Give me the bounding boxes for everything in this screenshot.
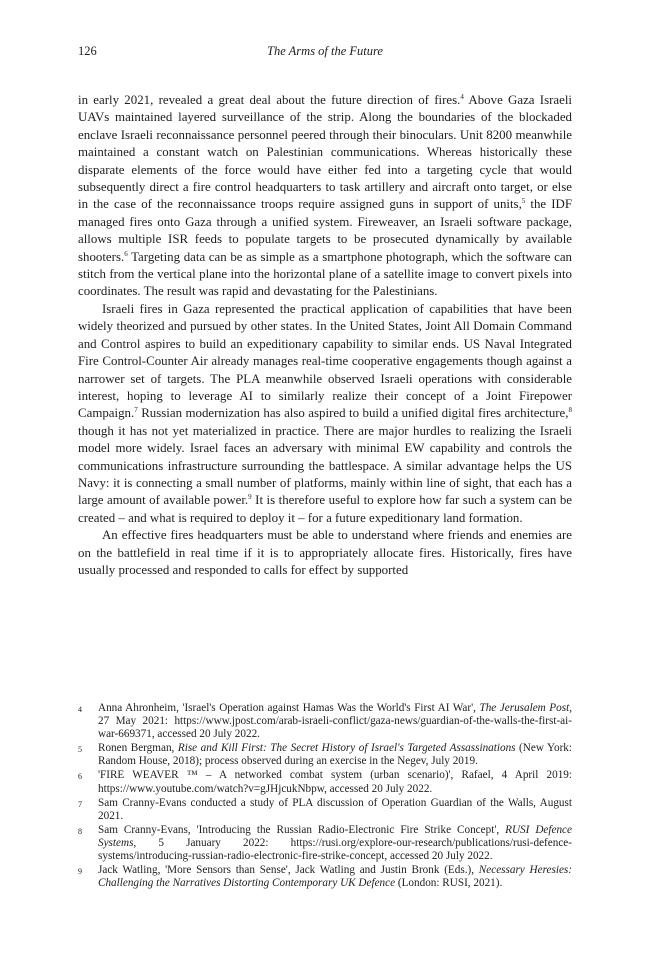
footnote-text (98, 864, 572, 890)
footnote (78, 742, 572, 768)
footnote-text (98, 797, 572, 823)
italic-title: The Jerusalem Post (479, 702, 570, 714)
footnote-text (98, 742, 572, 768)
footnote-number: 9 (78, 867, 82, 877)
footnote-text (98, 824, 572, 863)
footnote-number: 5 (78, 745, 82, 755)
text-run: , 27 May 2021: https://www.jpost.com/arab-israeli-conflict/gaza-news/guardian-of-the-walls-the-first-ai-war-669371, accessed 20 July 2022. (98, 702, 572, 741)
paragraph (78, 301, 572, 527)
text-run: It is therefore useful to explore how far such a system can be created – and what is required to deploy it – for a future expeditionary land formation. (78, 493, 572, 525)
italic-title: Necessary Heresies: Challenging the Narratives Distorting Contemporary UK Defence (98, 864, 572, 890)
text-run: Targeting data can be as simple as a smartphone photograph, which the software can stitch from the vertical plane into the horizontal plane of a satellite image to convert pixels into coordinates. The result was rapid and devastating for the Palestinians. (78, 249, 572, 299)
footnote (78, 824, 572, 863)
text-run: Jack Watling, 'More Sensors than Sense', Jack Watling and Justin Bronk (Eds.), (98, 864, 479, 877)
page-number: 126 (78, 44, 97, 58)
running-title: The Arms of the Future (267, 44, 383, 58)
text-run: Above Gaza Israeli UAVs maintained layered surveillance of the strip. Along the boundaries of the blockaded enclave Israeli reconnaissance personnel peered through their binoculars. Unit 8200 meanwhile maintained a constant watch on Palestinian communications. Whereas historically these disparate elements of the force would have either fed into a targeting cycle that would subsequently direct a fire control headquarters to task artillery and aircraft onto target, or else in the case of the reconnaissance troops require assigned guns in support of units, (78, 93, 572, 212)
italic-title: Rise and Kill First: The Secret History of Israel's Targeted Assassinations (177, 742, 516, 755)
text-run: An effective fires headquarters must be able to understand where friends and enemies are on the battlefield in real time if it is to appropriately allocate fires. Historically, fires have usually processed and responded to calls for effect by supported (78, 528, 572, 577)
text-run: Anna Ahronheim, 'Israel's Operation against Hamas Was the World's First AI War', (98, 702, 480, 714)
text-run: , 5 January 2022: https://rusi.org/explore-our-research/publications/rusi-defence-systems/introducing-russian-radio-electronic-fire-strike-concept, accessed 20 July 2022. (98, 836, 572, 863)
text-run: (New York: Random House, 2018); process observed during an exercise in the Negev, July 2019. (98, 742, 572, 768)
footnote (78, 702, 572, 741)
footnote-reference: 8 (568, 406, 572, 415)
text-run: Sam Cranny-Evans conducted a study of PLA discussion of Operation Guardian of the Walls, August 2021. (98, 796, 572, 822)
text-run: Ronen Bergman, (98, 742, 178, 755)
text-run: 'FIRE WEAVER ™ – A networked combat system (urban scenario)', Rafael, 4 April 2019: https://www.youtube.com/watch?v=gJHjcukNbpw, accessed 20 July 2022. (98, 769, 572, 795)
text-run: in early 2021, revealed a great deal about the future direction of fires. (78, 93, 461, 107)
footnote (78, 797, 572, 823)
footnote-reference: 5 (521, 197, 526, 206)
text-run: though it has not yet materialized in practice. There are major hurdles to realizing the Israeli model more widely. Israel faces an adversary with minimal EW capability and controls the communications infrastructure surrounding the battlespace. A similar advantage helps the US Navy: it is connecting a small number of platforms, mainly within line of sight, that each has a large amount of available power. (78, 423, 572, 508)
text-run: the IDF managed fires onto Gaza through a unified system. Fireweaver, an Israeli software package, allows multiple ISR feeds to populate targets to be prosecuted dynamically by available shooters. (78, 197, 572, 264)
footnote-reference: 7 (134, 406, 138, 415)
text-run: Israeli fires in Gaza represented the practical application of capabilities that have been widely theorized and pursued by other states. In the United States, Joint All Domain Command and Control aspires to build an expeditionary capability to similar ends. US Naval Integrated Fire Control-Counter Air already manages real-time cooperative engagements though against a narrower set of targets. The PLA meanwhile observed Israeli operations with considerable interest, hoping to leverage AI to similarly realize their concept of a Joint Firepower Campaign. (78, 301, 572, 421)
page-header (78, 44, 572, 62)
footnote-reference: 6 (124, 249, 128, 258)
footnote-text (98, 769, 572, 795)
footnote-reference: 4 (460, 93, 464, 101)
text-run: Sam Cranny-Evans, 'Introducing the Russian Radio-Electronic Fire Strike Concept', (98, 823, 506, 836)
paragraph (78, 92, 572, 301)
footnote-text (98, 702, 572, 741)
footnote-number: 7 (78, 799, 82, 809)
footnote (78, 864, 572, 890)
italic-title: RUSI Defence Systems (98, 823, 572, 849)
footnotes (78, 702, 572, 891)
paragraph (78, 527, 572, 579)
body-text (78, 92, 572, 579)
text-run: Russian modernization has also aspired to build a unified digital fires architecture, (137, 406, 569, 421)
footnote (78, 769, 572, 795)
footnote-reference: 9 (248, 493, 252, 502)
footnote-number: 4 (78, 705, 82, 714)
footnote-number: 8 (78, 826, 82, 836)
text-run: (London: RUSI, 2021). (395, 877, 503, 890)
footnote-number: 6 (78, 772, 82, 782)
